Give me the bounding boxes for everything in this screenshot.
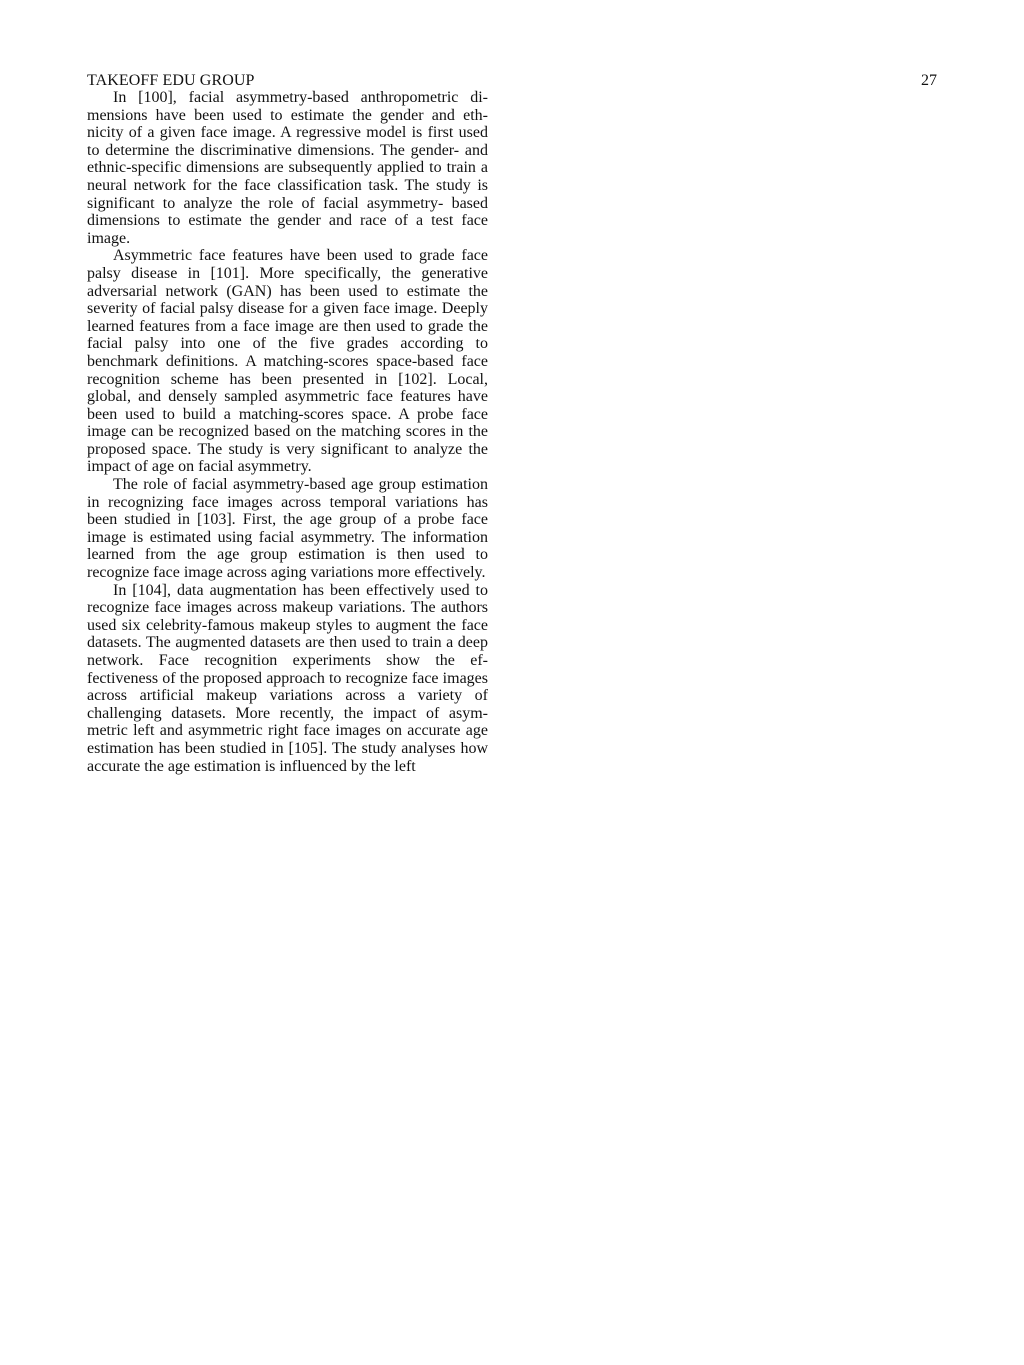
paragraph-makeup-augmentation: In [104], data augmentation has been effectively used to recognize face images across makeup variations. The authors used six celebrity-famous makeup styles to augment the face datasets. The augmented datasets are then used to train a deep network. Face recognition experiments show the ef- fectiveness of the proposed approach to recognize face images across artificial makeup variations across a variety of challenging datasets. More recently, the impact of asym- metric left and asymmetric right face images on accurate age estimation has been studied in [105]. The study analyses how accurate the age estimation is influenced by the left	[87, 581, 488, 775]
text-column	[87, 89, 488, 775]
page-number: 27	[921, 72, 937, 89]
paragraph-face-palsy: Asymmetric face features have been used to grade face palsy disease in [101]. More specifically, the generative adversarial network (GAN) has been used to estimate the severity of facial palsy disease for a given face image. Deeply learned features from a face image are then used to grade the facial palsy into one of the five grades according to benchmark definitions. A matching-scores space-based face recognition scheme has been presented in [102]. Local, global, and densely sampled asymmetric face features have been used to build a matching-scores space. A probe face image can be recognized based on the matching scores in the proposed space. The study is very significant to analyze the impact of age on facial asymmetry.	[87, 247, 488, 476]
paragraph-age-group-estimation: The role of facial asymmetry-based age group estimation in recognizing face images across temporal variations has been studied in [103]. First, the age group of a probe face image is estimated using facial asymmetry. The information learned from the age group estimation is then used to recognize face image across aging variations more effectively.	[87, 476, 488, 582]
running-header: TAKEOFF EDU GROUP	[87, 72, 255, 89]
paragraph-gender-ethnicity: In [100], facial asymmetry-based anthropometric di- mensions have been used to estimate the gender and eth- nicity of a given face image. A regressive model is first used to determine the discriminative dimensions. The gender- and ethnic-specific dimensions are subsequently applied to train a neural network for the face classification task. The study is significant to analyze the role of facial asymmetry- based dimensions to estimate the gender and race of a test face image.	[87, 89, 488, 247]
